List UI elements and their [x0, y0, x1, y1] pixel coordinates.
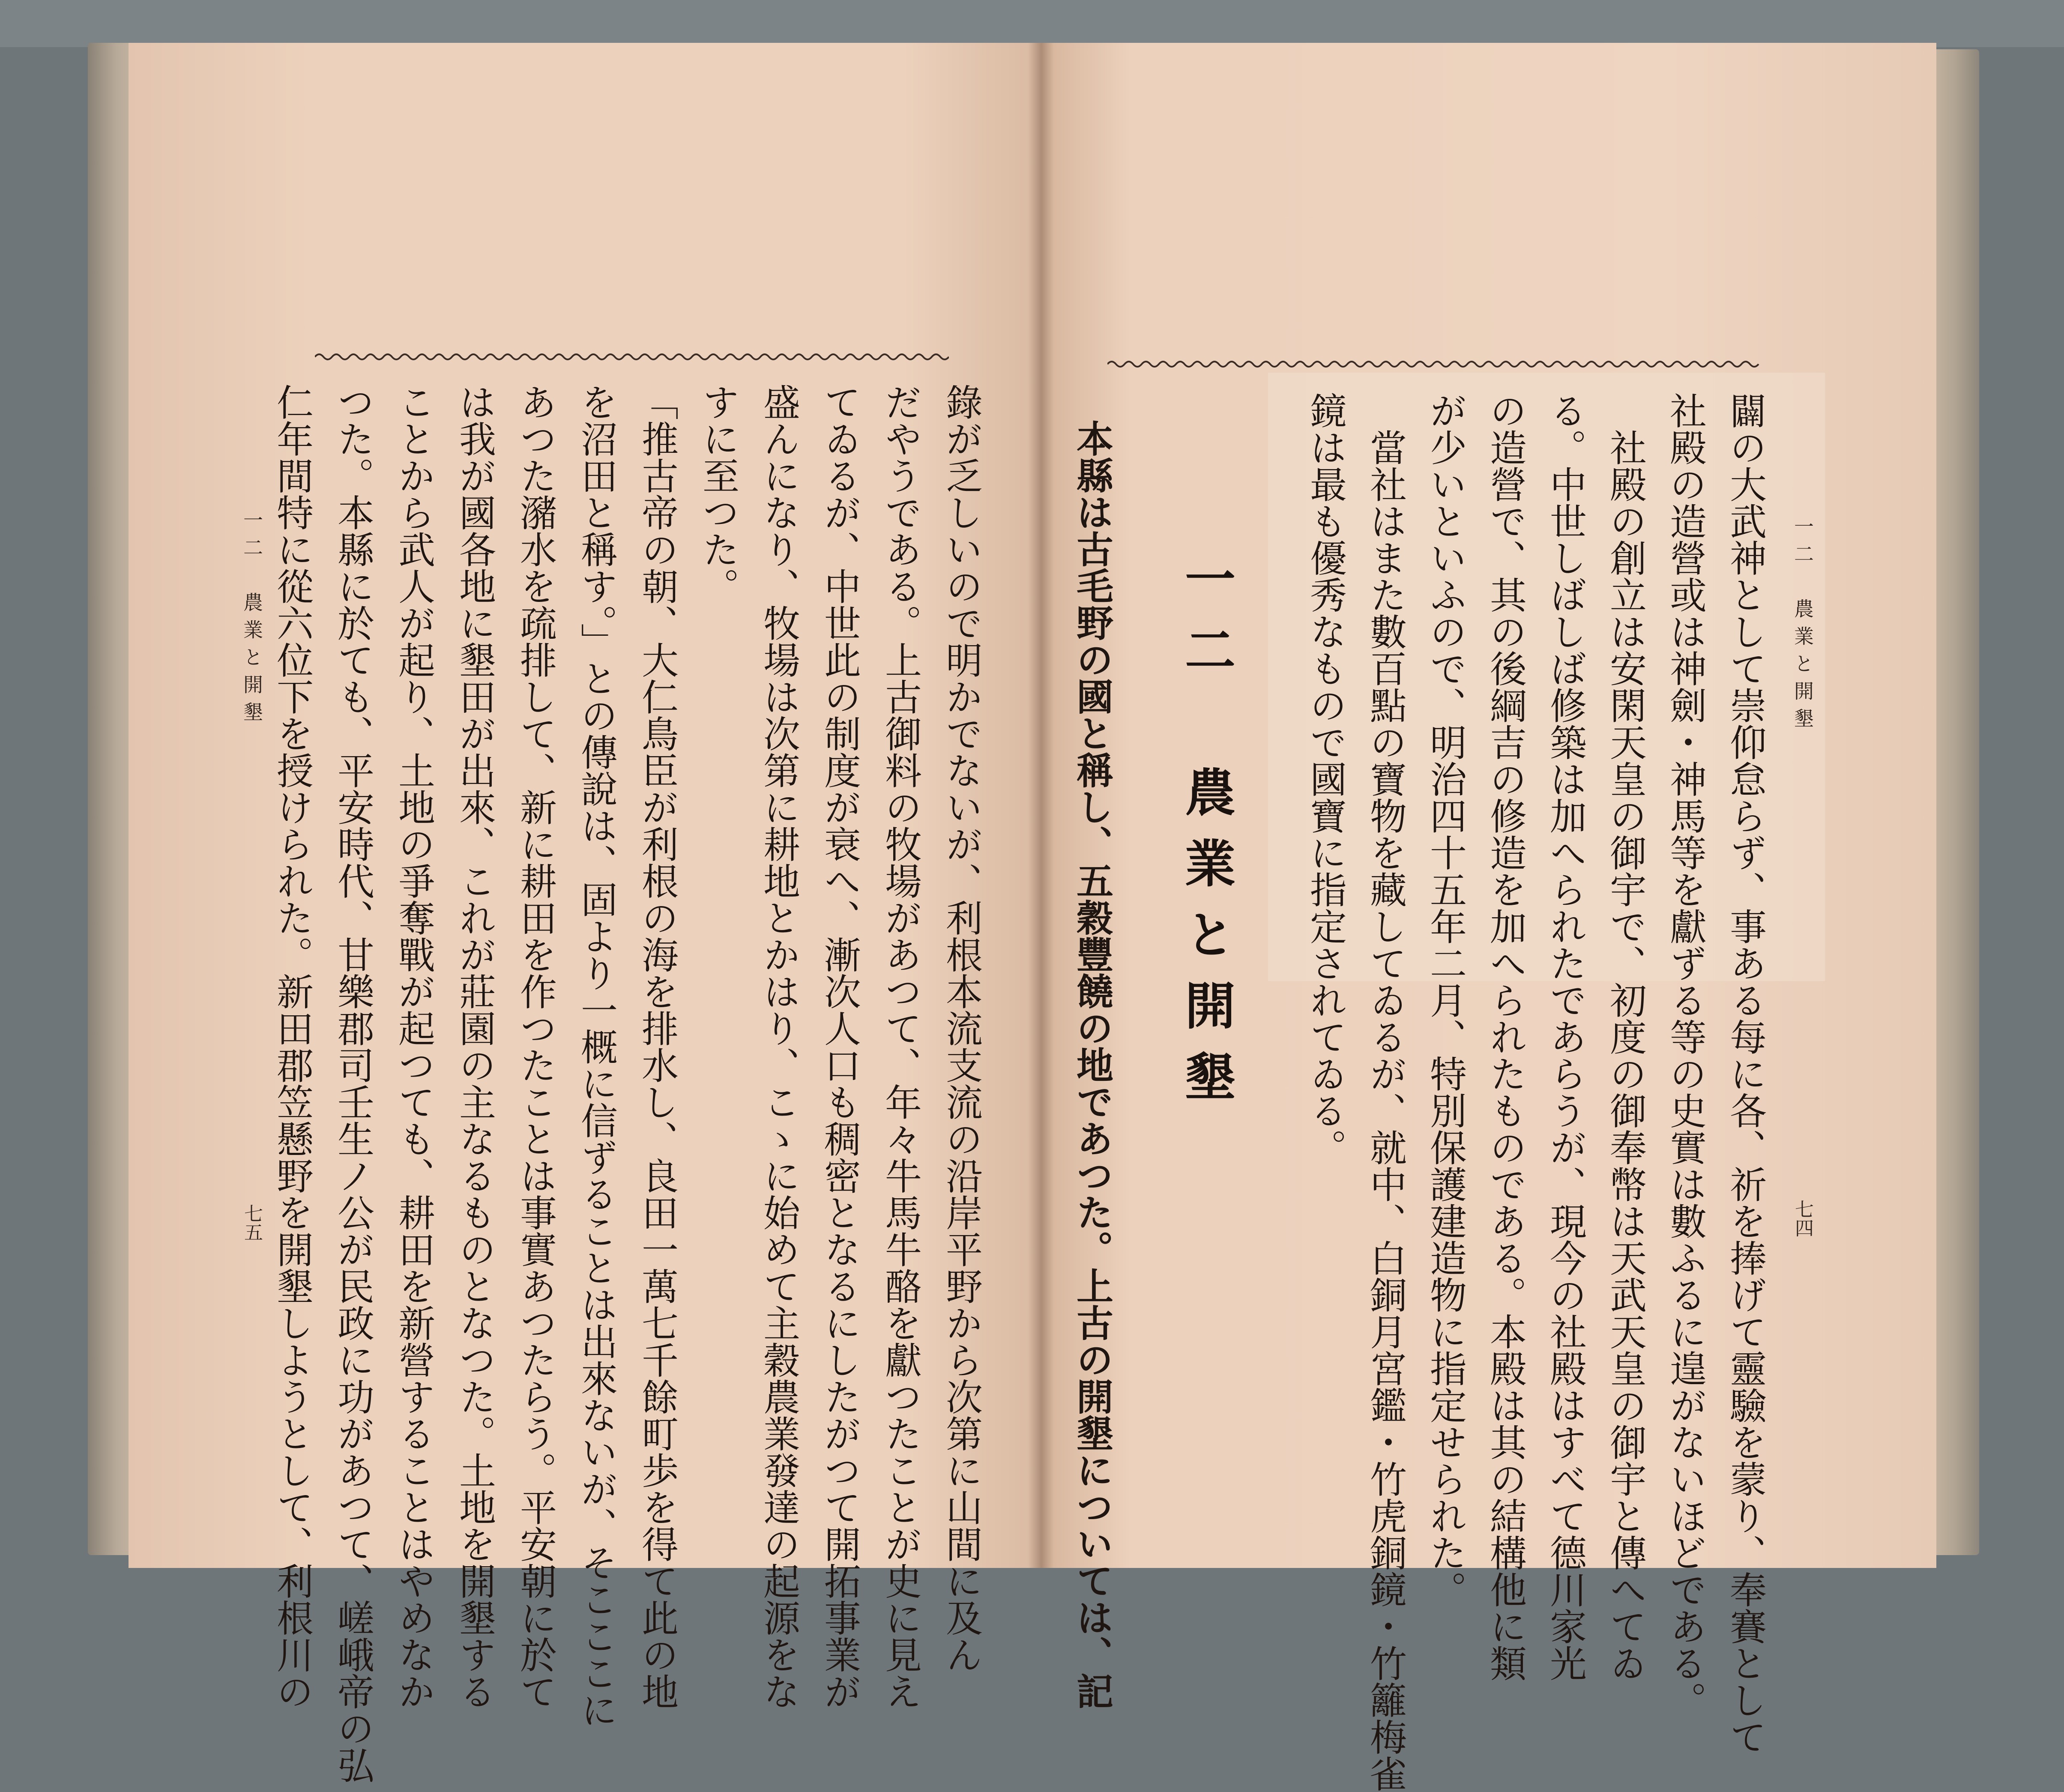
book-gutter	[1028, 43, 1054, 1568]
left-text-column: つた。本縣に於ても、平安時代、甘樂郡司壬生ノ公が民政に功があつて、嵯峨帝の弘	[331, 383, 374, 1783]
left-text-column: 仁年間特に從六位下を授けられた。新田郡笠懸野を開墾しようとして、利根川の	[270, 383, 313, 1710]
right-text-column: 闢の大武神として崇仰怠らず、事ある每に各、祈を捧げて靈驗を蒙り、奉賽として	[1723, 392, 1766, 1755]
book-edge-left	[88, 43, 135, 1555]
right-wave-rule	[1107, 358, 1763, 371]
right-text-column: の造營で、其の後綱吉の修造を加へられたものである。本殿は其の結構他に類	[1484, 392, 1526, 1681]
left-text-column: を沼田と稱す。」との傳說は、固より一概に信ずることは出來ないが、そこここに	[574, 383, 617, 1728]
scanner-backdrop	[0, 0, 2064, 47]
left-text-column: 盛んになり、牧場は次第に耕地とかはり、こゝに始めて主穀農業發達の起源をな	[757, 383, 800, 1710]
right-page-number: 七四	[1792, 1200, 1813, 1237]
right-text-column: る。中世しばしば修築は加へられたであらうが、現今の社殿はすべて德川家光	[1544, 392, 1586, 1681]
section-intro-column: 本縣は古毛野の國と稱し、五穀豐饒の地であつた。上古の開墾については、記	[1070, 420, 1113, 1709]
left-page-number: 七五	[241, 1204, 263, 1242]
right-text-column: 社殿の造營或は神劍・神馬等を獻ずる等の史實は數ふるに遑がないほどである。	[1663, 392, 1706, 1718]
left-running-header: 一二 農業と開墾	[240, 510, 263, 729]
left-text-column: すに至つた。	[696, 383, 739, 604]
left-text-column: てゐるが、中世此の制度が衰へ、漸次人口も稠密となるにしたがつて開拓事業が	[818, 383, 861, 1710]
section-title: 一二 農業と開墾	[1176, 553, 1236, 1122]
left-text-column: あつた瀦水を疏排して、新に耕田を作つたことは事實あつたらう。平安朝に於て	[514, 383, 556, 1710]
left-text-column: 「推古帝の朝、大仁鳥臣が利根の海を排水し、良田一萬七千餘町歩を得て此の地	[635, 383, 678, 1710]
left-text-column: は我が國各地に墾田が出來、これが莊園の主なるものとなつた。土地を開墾する	[453, 383, 496, 1710]
left-text-column: ことから武人が起り、土地の爭奪戰が起つても、耕田を新營することはやめなか	[392, 383, 435, 1710]
right-text-column: 當社はまた數百點の寶物を藏してゐるが、就中、白銅月宮鑑・竹虎銅鏡・竹籬梅雀	[1364, 392, 1406, 1792]
left-text-column: 錄が乏しいので明かでないが、利根本流支流の沿岸平野から次第に山間に及ん	[939, 383, 982, 1673]
right-text-column: が少いといふので、明治四十五年二月、特別保護建造物に指定せられた。	[1424, 392, 1466, 1608]
left-text-column: だやうである。上古御料の牧場があつて、年々牛馬牛酪を獻つたことが史に見え	[879, 383, 921, 1710]
right-text-column: 鏡は最も優秀なもので國寶に指定されてゐる。	[1304, 392, 1346, 1166]
right-text-column: 社殿の創立は安閑天皇の御宇で、初度の御奉幣は天武天皇の御宇と傳へてゐ	[1603, 392, 1646, 1681]
right-running-header: 一二 農業と開墾	[1791, 516, 1814, 736]
left-wave-rule	[315, 350, 949, 363]
